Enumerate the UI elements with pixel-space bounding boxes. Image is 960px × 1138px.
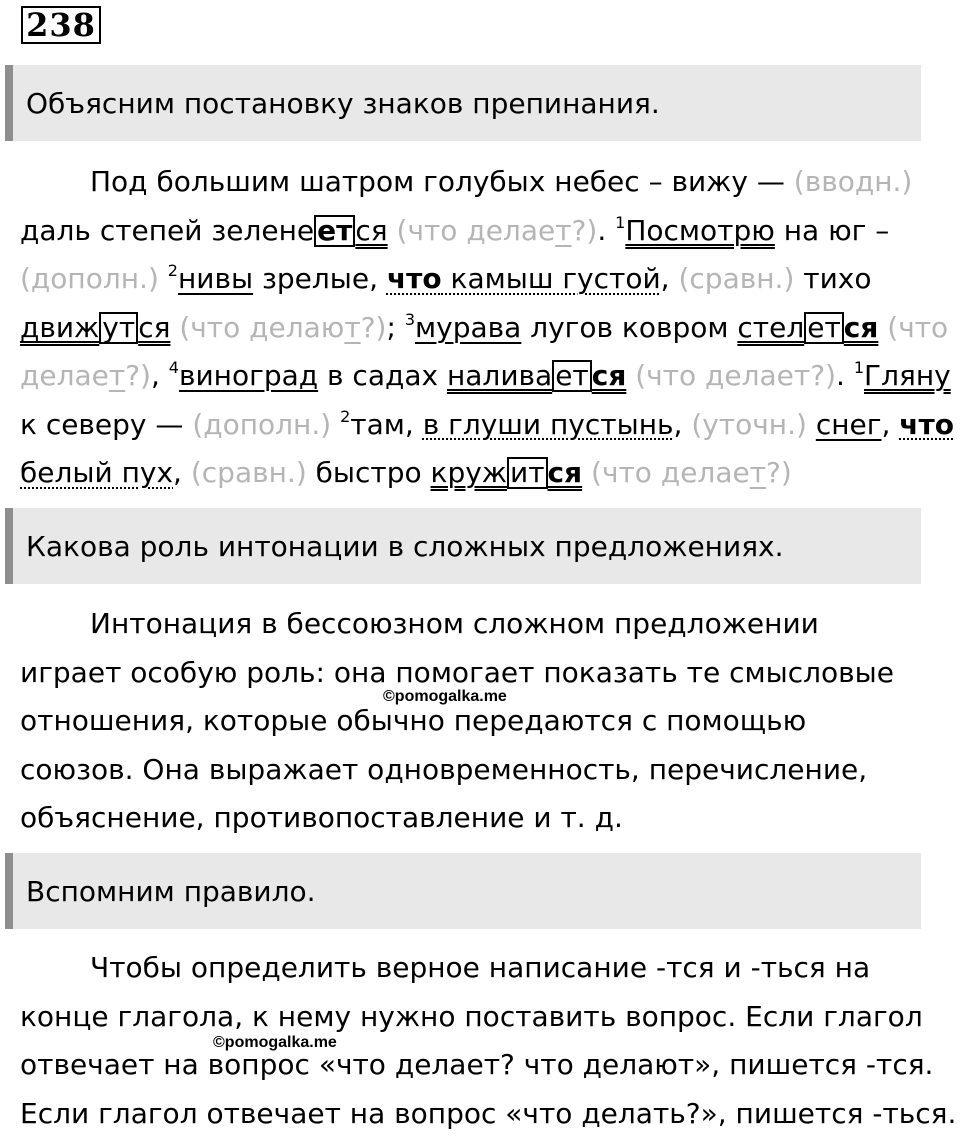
analysis-line-6: к северу — (дополн.) $^2$там, в глуши пустынь, (уточн.) снег, что <box>20 401 960 450</box>
intonation-line: отношения, которые обычно передаются с помощью <box>20 697 960 746</box>
analysis-line-2: даль степей зелене ет ся (что делает?). $^1$Посмотрю на юг – <box>20 207 960 256</box>
intonation-paragraph <box>20 600 960 843</box>
rule-line: Если глагол отвечает на вопрос «что делать?», пишется -ться. <box>20 1090 960 1138</box>
intonation-line: объяснение, противопоставление и т. д. <box>20 794 960 843</box>
heading-text: Объясним постановку знаков препинания. <box>26 87 660 120</box>
intonation-line: играет особую роль: она помогает показать те смысловые <box>20 649 960 698</box>
section-heading-rule <box>5 853 921 929</box>
heading-text: Какова роль интонации в сложных предложениях. <box>26 530 784 563</box>
rule-line: конце глагола, к нему нужно поставить вопрос. Если глагол <box>20 993 960 1042</box>
heading-text: Вспомним правило. <box>26 875 316 908</box>
analysis-block <box>20 158 960 498</box>
rule-paragraph <box>20 944 960 1138</box>
analysis-line-1: Под большим шатром голубых небес – вижу — (вводн.) <box>20 158 960 207</box>
section-heading-intonation <box>5 508 921 584</box>
task-number: 238 <box>21 6 101 44</box>
watermark: ©pomogalka.me <box>383 688 507 706</box>
analysis-line-7: белый пух, (сравн.) быстро круж ит ся (что делает?) <box>20 449 960 498</box>
analysis-line-5: делает?), $^4$виноград в садах налива ет ся (что делает?). $^1$Гляну <box>20 352 960 401</box>
analysis-line-3: (дополн.) $^2$нивы зрелые, что камыш густой, (сравн.) тихо <box>20 255 960 304</box>
rule-line: Чтобы определить верное написание -тся и -ться на <box>20 944 960 993</box>
intonation-line: Интонация в бессоюзном сложном предложении <box>20 600 960 649</box>
analysis-line-4: движ ут ся (что делают?); $^3$мурава лугов ковром стел ет ся (что <box>20 304 960 353</box>
section-heading-punctuation <box>5 65 921 141</box>
rule-line: отвечает на вопрос «что делает? что делают», пишется -тся. <box>20 1041 960 1090</box>
intonation-line: союзов. Она выражает одновременность, перечисление, <box>20 746 960 795</box>
watermark: ©pomogalka.me <box>213 1034 337 1052</box>
